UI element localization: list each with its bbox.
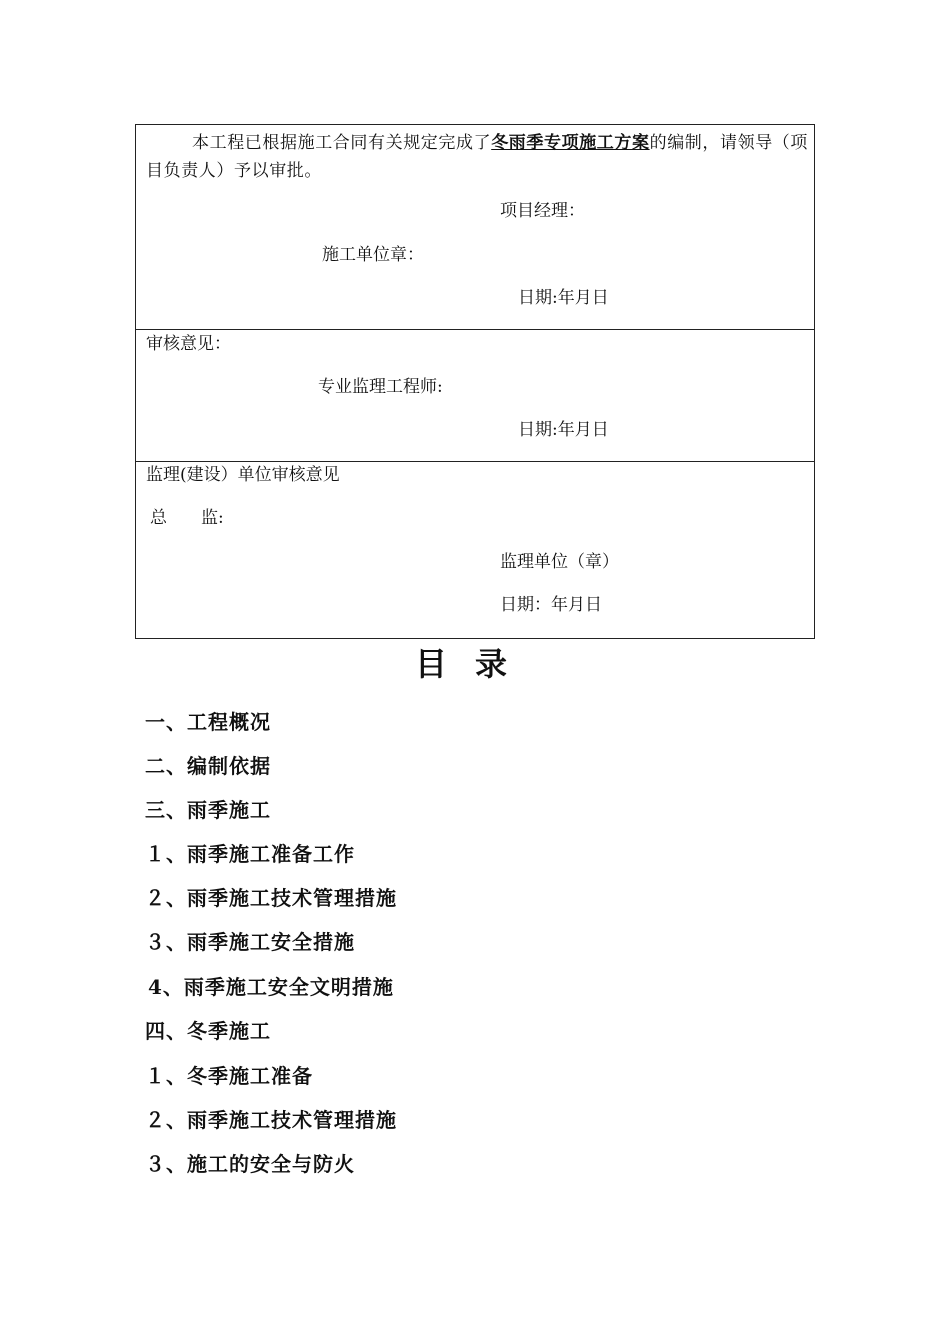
supervising-engineer-label: 专业监理工程师: — [318, 377, 443, 397]
toc-item: 4、雨季施工安全文明措施 — [148, 975, 394, 999]
toc-item: ３、施工的安全与防火 — [145, 1152, 355, 1176]
submission-paragraph — [146, 129, 808, 185]
review-label: 审核意见： — [146, 334, 231, 354]
toc-item: ２、雨季施工技术管理措施 — [145, 886, 397, 910]
intro-text: 本工程已根据施工合同有关规定完成了 — [192, 133, 492, 153]
supervision-cell — [136, 462, 814, 638]
project-manager-label: 项目经理： — [500, 201, 585, 221]
intro-text-end: 的编制，请领导（项目负责人）予以审批。 — [146, 133, 809, 181]
toc-item: １、冬季施工准备 — [145, 1064, 313, 1088]
review-cell — [136, 330, 814, 462]
toc-item: 四、冬季施工 — [145, 1019, 271, 1043]
toc-item: 二、编制依据 — [145, 754, 271, 778]
toc-item: 一、工程概况 — [145, 710, 271, 734]
review-date: 日期:年月日 — [518, 420, 609, 440]
toc-item: ３、雨季施工安全措施 — [145, 930, 355, 954]
supervision-unit-label: 监理单位（章） — [500, 552, 619, 572]
toc-item: １、雨季施工准备工作 — [145, 842, 355, 866]
toc-title: 目录 — [414, 645, 535, 683]
plan-name: 冬雨季专项施工方案 — [491, 133, 650, 153]
submission-date: 日期:年月日 — [518, 288, 609, 308]
construction-seal-label: 施工单位章： — [322, 245, 424, 265]
chief-supervisor-label: 总 监: — [150, 508, 224, 528]
submission-cell — [136, 125, 814, 330]
supervision-opinion-label: 监理(建设）单位审核意见 — [146, 465, 340, 485]
supervision-date: 日期：年月日 — [500, 595, 602, 615]
toc-item: ２、雨季施工技术管理措施 — [145, 1108, 397, 1132]
toc-item: 三、雨季施工 — [145, 798, 271, 822]
approval-form-table — [135, 124, 815, 639]
